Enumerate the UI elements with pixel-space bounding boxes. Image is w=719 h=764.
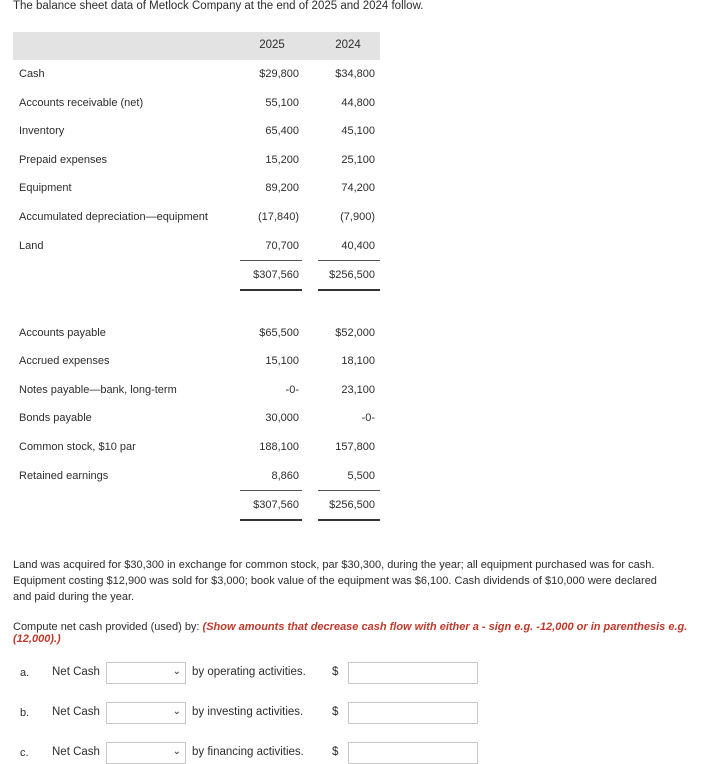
total-double-rule <box>318 289 380 291</box>
liability-value-2024: 5,500 <box>347 470 375 482</box>
cash-flow-type-select[interactable] <box>106 702 186 724</box>
subtotal-rule <box>240 490 302 491</box>
asset-value-2024: 45,100 <box>341 125 375 137</box>
liability-value-2024: 157,800 <box>335 441 375 453</box>
liability-value-2024: 18,100 <box>341 355 375 367</box>
liability-value-2024: $52,000 <box>335 327 375 339</box>
asset-value-2024: 40,400 <box>341 240 375 252</box>
liabilities-total-2025: $307,560 <box>253 499 299 511</box>
cash-flow-type-select[interactable] <box>106 742 186 764</box>
net-cash-label: Net Cash <box>52 706 100 718</box>
liability-label: Bonds payable <box>19 412 92 424</box>
additional-info-line: Equipment costing $12,900 was sold for $3,000; book value of the equipment was $6,100. Cash dividends of $10,000 were declared <box>13 575 657 587</box>
asset-value-2024: 25,100 <box>341 154 375 166</box>
instruction-hint: (Show amounts that decrease cash flow with either a - sign e.g. -12,000 or in parenthesis e.g. (12,000).) <box>13 621 688 645</box>
intro-text: The balance sheet data of Metlock Company at the end of 2025 and 2024 follow. <box>13 0 424 12</box>
liability-value-2024: 23,100 <box>341 384 375 396</box>
subtotal-rule <box>318 260 380 261</box>
assets-total-2024: $256,500 <box>329 269 375 281</box>
chevron-down-icon: ⌄ <box>172 746 181 757</box>
asset-label: Land <box>19 240 44 252</box>
asset-value-2024: $34,800 <box>335 68 375 80</box>
liability-label: Retained earnings <box>19 470 109 482</box>
asset-label: Inventory <box>19 125 65 137</box>
amount-input[interactable] <box>348 742 478 764</box>
liability-label: Notes payable—bank, long-term <box>19 384 177 396</box>
question-letter: b. <box>20 707 30 719</box>
activity-label: by operating activities. <box>192 666 306 678</box>
header-2024: 2024 <box>335 39 361 51</box>
total-double-rule <box>240 289 302 291</box>
net-cash-label: Net Cash <box>52 666 100 678</box>
liability-value-2025: 8,860 <box>271 470 299 482</box>
asset-value-2025: 15,200 <box>265 154 299 166</box>
asset-label: Equipment <box>19 182 72 194</box>
liability-label: Common stock, $10 par <box>19 441 136 453</box>
chevron-down-icon: ⌄ <box>172 666 181 677</box>
question-letter: a. <box>20 667 30 679</box>
liability-value-2025: 30,000 <box>265 412 299 424</box>
chevron-down-icon: ⌄ <box>172 706 181 717</box>
dollar-sign: $ <box>332 746 339 758</box>
additional-info-line: Land was acquired for $30,300 in exchange for common stock, par $30,300, during the year; all equipment purchased was for cash. <box>13 559 655 571</box>
question-letter: c. <box>20 747 29 759</box>
liability-value-2025: 15,100 <box>265 355 299 367</box>
asset-value-2025: 70,700 <box>265 240 299 252</box>
liability-value-2025: 188,100 <box>259 441 299 453</box>
subtotal-rule <box>318 490 380 491</box>
asset-value-2024: 74,200 <box>341 182 375 194</box>
asset-label: Accumulated depreciation—equipment <box>19 211 208 223</box>
dollar-sign: $ <box>332 666 339 678</box>
liability-value-2024: -0- <box>361 412 375 424</box>
cash-flow-type-select[interactable] <box>106 662 186 684</box>
liability-value-2025: -0- <box>285 384 299 396</box>
liability-label: Accounts payable <box>19 327 106 339</box>
net-cash-label: Net Cash <box>52 746 100 758</box>
asset-value-2024: (7,900) <box>340 211 375 223</box>
asset-value-2025: (17,840) <box>258 211 299 223</box>
asset-value-2025: $29,800 <box>259 68 299 80</box>
amount-input[interactable] <box>348 702 478 724</box>
activity-label: by financing activities. <box>192 746 304 758</box>
activity-label: by investing activities. <box>192 706 304 718</box>
asset-label: Accounts receivable (net) <box>19 97 144 109</box>
asset-label: Cash <box>19 68 45 80</box>
amount-input[interactable] <box>348 662 478 684</box>
additional-info-line: and paid during the year. <box>13 591 135 603</box>
asset-value-2024: 44,800 <box>341 97 375 109</box>
asset-value-2025: 55,100 <box>265 97 299 109</box>
liability-value-2025: $65,500 <box>259 327 299 339</box>
asset-value-2025: 89,200 <box>265 182 299 194</box>
dollar-sign: $ <box>332 706 339 718</box>
assets-total-2025: $307,560 <box>253 269 299 281</box>
liabilities-total-2024: $256,500 <box>329 499 375 511</box>
liability-label: Accrued expenses <box>19 355 110 367</box>
total-double-rule <box>240 519 302 521</box>
instruction <box>13 621 719 645</box>
header-2025: 2025 <box>259 39 285 51</box>
asset-value-2025: 65,400 <box>265 125 299 137</box>
asset-label: Prepaid expenses <box>19 154 108 166</box>
total-double-rule <box>318 519 380 521</box>
subtotal-rule <box>240 260 302 261</box>
instruction-lead: Compute net cash provided (used) by: <box>13 621 203 633</box>
